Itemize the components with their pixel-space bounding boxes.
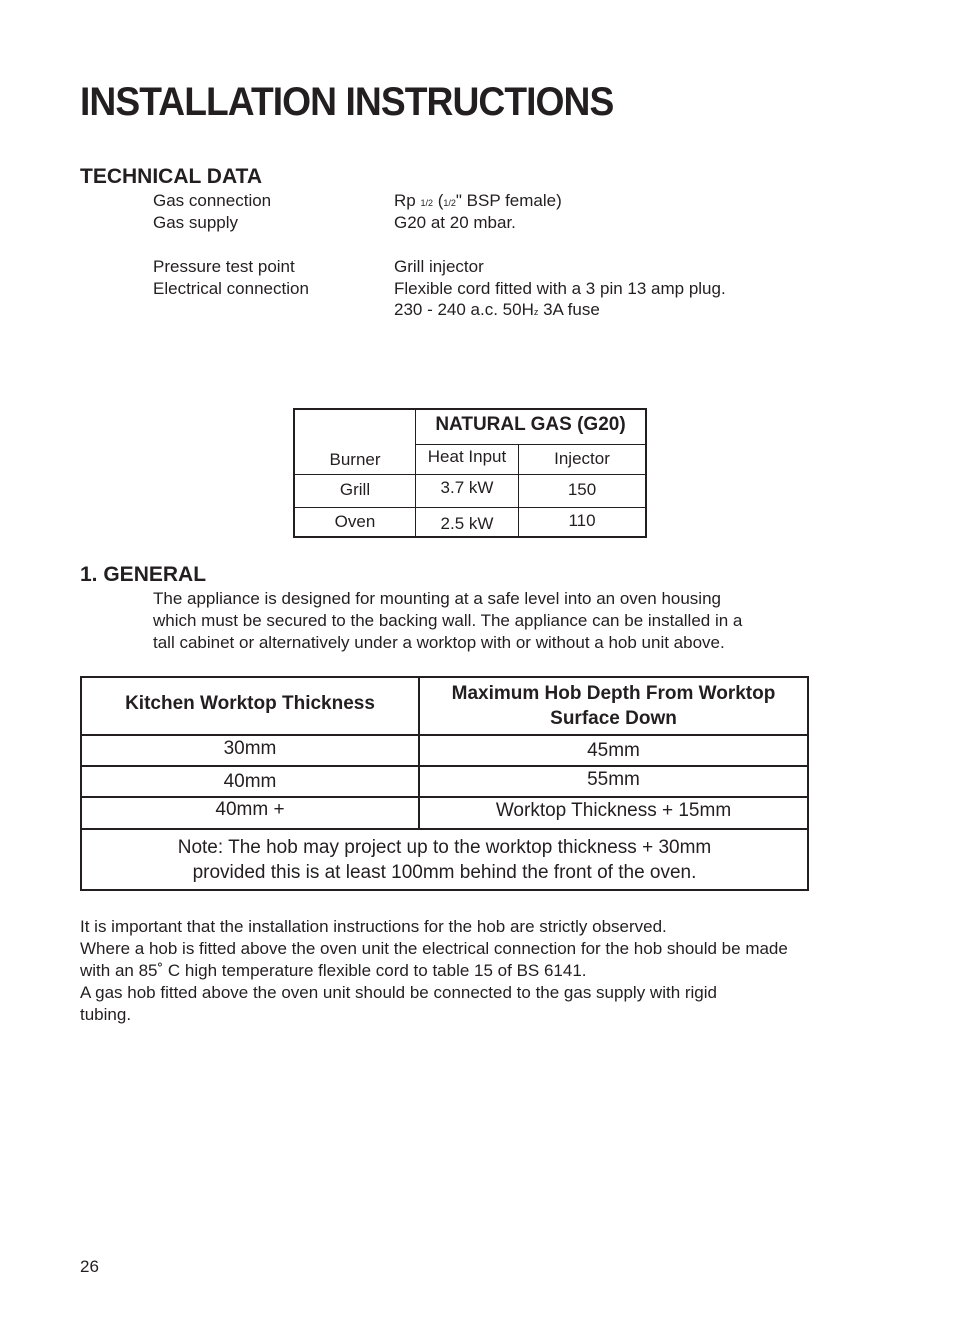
gas-table-cell: 2.5 kW [440,514,494,533]
gas-table-cell: Grill [339,480,371,499]
general-line: tall cabinet or alternatively under a worktop with or without a hob unit above. [153,633,725,652]
gas-table-cell: 150 [567,480,597,499]
worktop-table-cell: 40mm [223,771,277,792]
page-title: INSTALLATION INSTRUCTIONS [80,80,614,124]
general-heading: 1. GENERAL [80,563,207,586]
gas-table-col-heat-input: Heat Input [427,447,507,466]
gas-table-cell: Oven [334,512,376,531]
electrical-connection-label: Electrical connection [153,279,309,298]
gas-table [293,408,647,538]
worktop-table-note: Note: The hob may project up to the worktop thickness + 30mm provided this is at least 100mm behind the front of the oven. [177,837,712,883]
body-line: It is important that the installation instructions for the hob are strictly observed. [80,917,667,936]
general-line: The appliance is designed for mounting at a safe level into an oven housing [153,589,721,608]
gas-connection-label: Gas connection [153,191,272,210]
worktop-table [80,676,809,891]
gas-supply-label: Gas supply [153,213,239,232]
gas-table-rule [295,507,645,508]
worktop-table-cell: 40mm + [215,799,285,820]
worktop-table-cell: 30mm [223,738,277,759]
gas-table-col-burner: Burner [329,450,381,469]
gas-table-cell: 110 [568,511,596,530]
body-line: A gas hob fitted above the oven unit should be connected to the gas supply with rigid [80,983,717,1002]
gas-connection-value: Rp 1/2 (1/2" BSP female) [394,191,562,210]
hob-instructions-text [80,916,880,1026]
gas-table-rule [295,474,645,475]
body-line: tubing. [80,1005,132,1024]
gas-table-cell: 3.7 kW [440,478,494,497]
pressure-test-point-value: Grill injector [394,257,484,276]
worktop-table-cell: Worktop Thickness + 15mm [495,800,732,821]
worktop-table-cell: 45mm [587,740,640,761]
body-line: with an 85˚ C high temperature flexible cord to table 15 of BS 6141. [80,961,587,980]
body-line: Where a hob is fitted above the oven unit the electrical connection for the hob should be made [80,939,788,958]
worktop-table-cell: 55mm [587,769,640,790]
electrical-connection-value: Flexible cord fitted with a 3 pin 13 amp plug. [394,279,726,298]
pressure-test-point-label: Pressure test point [153,257,295,276]
gas-table-group-header: NATURAL GAS (G20) [435,414,626,435]
gas-table-rule [415,444,645,445]
electrical-supply-value: 230 - 240 a.c. 50Hz 3A fuse [394,300,600,319]
worktop-table-header-thickness: Kitchen Worktop Thickness [125,693,375,714]
technical-data-heading: TECHNICAL DATA [80,165,262,188]
worktop-table-header-depth: Maximum Hob Depth From Worktop Surface Down [451,683,776,729]
worktop-table-rule [82,828,807,830]
page-number: 26 [80,1257,99,1276]
gas-table-col-injector: Injector [554,449,610,468]
gas-supply-value: G20 at 20 mbar. [394,213,516,232]
general-line: which must be secured to the backing wall. The appliance can be installed in a [153,611,743,630]
general-text [153,588,833,654]
